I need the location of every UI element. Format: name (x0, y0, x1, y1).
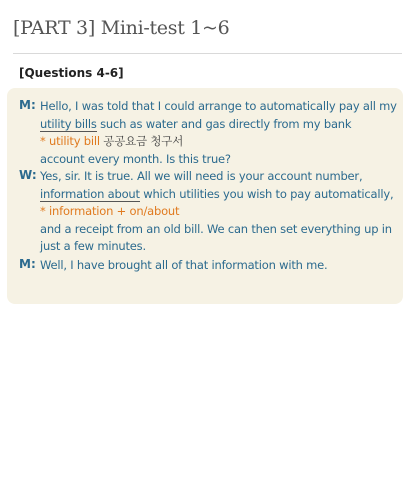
dialogue-line: account every month. Is this true? (40, 151, 231, 166)
speaker-label: M: (19, 98, 36, 112)
vocab-note: * information + on/about (40, 204, 180, 218)
dialogue-text (40, 98, 397, 168)
dialogue-text (40, 257, 397, 275)
vocab-underline: utility bills (40, 116, 97, 131)
dialogue-line: Yes, sir. It is true. All we will need is your account number, (40, 169, 363, 183)
vocab-underline: information about (40, 186, 140, 201)
page-header (13, 13, 402, 54)
dialogue-line (40, 186, 397, 204)
dialogue-line-rest: such as water and gas directly from my bank (96, 116, 352, 131)
dialogue-line (40, 116, 397, 134)
dialogue-line: and a receipt from an old bill. We can then set everything up in (40, 221, 392, 236)
speaker-label: M: (19, 257, 36, 271)
section-label: [Questions 4-6] (19, 66, 124, 80)
vocab-note (40, 133, 397, 151)
dialogue-line: Hello, I was told that I could arrange to automatically pay all my (40, 99, 397, 113)
page-title: [PART 3] Mini-test 1~6 (13, 17, 230, 39)
dialogue-text (40, 168, 397, 256)
speaker-label: W: (19, 168, 37, 182)
dialogue-box (7, 88, 403, 304)
vocab-note-translation: 공공요금 청구서 (99, 134, 184, 148)
dialogue-line: just a few minutes. (40, 239, 146, 253)
dialogue-line: Well, I have brought all of that information with me. (40, 258, 328, 272)
vocab-note-term: * utility bill (40, 134, 100, 148)
dialogue-line-rest: which utilities you wish to pay automatically, (139, 186, 394, 201)
